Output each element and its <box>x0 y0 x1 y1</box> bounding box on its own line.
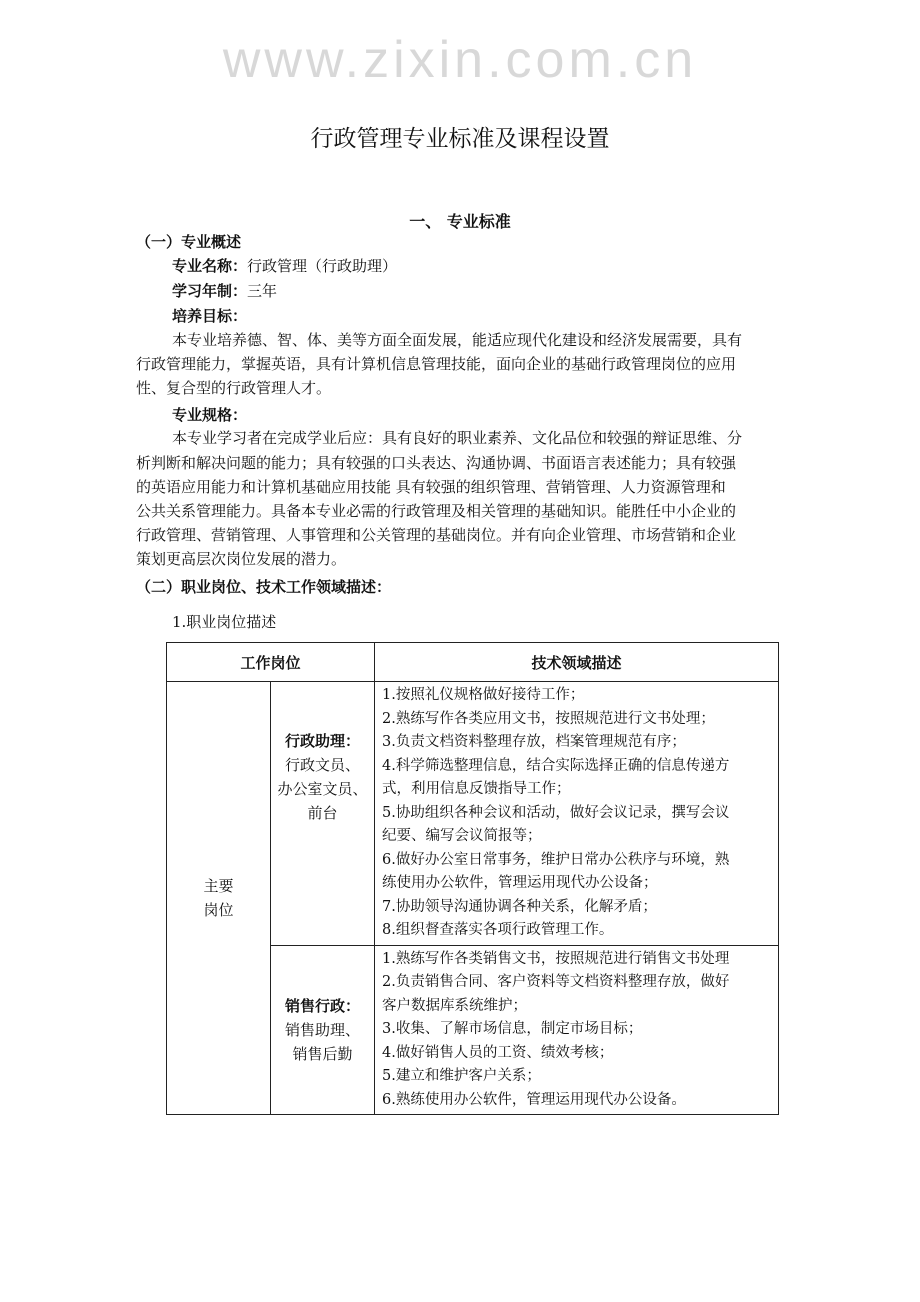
desc-line: 6.做好办公室日常事务，维护日常办公秩序与环境，熟 <box>382 851 730 868</box>
desc-line: 4.科学筛选整理信息，结合实际选择正确的信息传递方 <box>382 757 730 774</box>
header-description: 技术领域描述 <box>375 643 779 682</box>
field-value: 三年 <box>247 282 278 300</box>
description-cell <box>375 682 779 946</box>
desc-line: 2.熟练写作各类应用文书，按照规范进行文书处理； <box>382 710 715 727</box>
desc-line: 3.负责文档资料整理存放，档案管理规范有序； <box>382 734 686 750</box>
goal-label: 培养目标： <box>172 307 248 325</box>
spec-text-line: 本专业学习者在完成学业后应：具有良好的职业素养、文化品位和较强的辩证思维、分 <box>172 429 743 447</box>
spec-text-line: 公共关系管理能力。具备本专业必需的行政管理及相关管理的基础知识。能胜任中小企业的 <box>136 502 737 520</box>
spec-text-line: 行政管理、营销管理、人事管理和公关管理的基础岗位。并有向企业管理、市场营销和企业 <box>136 526 737 544</box>
group-label-line: 岗位 <box>203 901 234 919</box>
positions-table <box>166 642 779 1115</box>
desc-line: 练使用办公软件，管理运用现代办公设备； <box>382 875 658 891</box>
role-line: 销售后勤 <box>292 1044 353 1063</box>
role-title: 销售行政： <box>284 996 360 1015</box>
description-cell <box>375 945 779 1115</box>
spec-text-line: 的英语应用能力和计算机基础应用技能 具有较强的组织管理、营销管理、人力资源管理和 <box>136 478 726 496</box>
field-label: 学习年制： <box>172 282 248 300</box>
goal-text-line: 本专业培养德、智、体、美等方面全面发展，能适应现代化建设和经济发展需要，具有 <box>172 331 743 349</box>
field-study-years <box>172 279 277 303</box>
goal-text-line: 行政管理能力，掌握英语，具有计算机信息管理技能，面向企业的基础行政管理岗位的应用 <box>136 355 737 373</box>
desc-line: 4.做好销售人员的工资、绩效考核； <box>382 1044 614 1061</box>
role-cell <box>271 945 375 1115</box>
subsection-positions: （二）职业岗位、技术工作领域描述： <box>136 578 392 596</box>
desc-line: 5.协助组织各种会议和活动，做好会议记录，撰写会议 <box>382 804 730 821</box>
desc-line: 8.组织督查落实各项行政管理工作。 <box>382 922 614 938</box>
header-position: 工作岗位 <box>167 643 375 682</box>
table-row <box>167 682 779 946</box>
document-title: 行政管理专业标准及课程设置 <box>310 126 610 152</box>
table-header-row <box>167 643 779 682</box>
watermark: www.zixin.com.cn <box>222 31 698 89</box>
field-major-name <box>172 254 397 278</box>
desc-line: 纪要、编写会议简报等； <box>382 828 542 844</box>
desc-line: 1.按照礼仪规格做好接待工作； <box>382 687 585 703</box>
subsection-overview: （一）专业概述 <box>136 233 242 251</box>
role-cell <box>271 682 375 946</box>
spec-label: 专业规格： <box>172 406 248 424</box>
role-title: 行政助理： <box>284 732 360 751</box>
desc-line: 3.收集、了解市场信息，制定市场目标； <box>382 1021 643 1037</box>
field-label: 专业名称： <box>172 257 248 275</box>
role-line: 前台 <box>307 804 338 823</box>
goal-text-line: 性、复合型的行政管理人才。 <box>136 379 332 397</box>
desc-line: 式，利用信息反馈指导工作； <box>382 781 571 797</box>
group-label-cell <box>167 682 271 1115</box>
spec-text-line: 策划更高层次岗位发展的潜力。 <box>136 550 347 568</box>
desc-line: 客户数据库系统维护； <box>382 997 527 1014</box>
desc-line: 1.熟练写作各类销售文书，按照规范进行销售文书处理 <box>382 950 730 967</box>
role-line: 销售助理、 <box>284 1020 360 1039</box>
desc-line: 2.负责销售合同、客户资料等文档资料整理存放，做好 <box>382 974 730 990</box>
spec-text-line: 析判断和解决问题的能力；具有较强的口头表达、沟通协调、书面语言表述能力；具有较强 <box>136 454 737 472</box>
group-label-line: 主要 <box>203 877 234 895</box>
desc-line: 5.建立和维护客户关系； <box>382 1068 541 1084</box>
role-line: 办公室文员、 <box>277 780 368 799</box>
role-line: 行政文员、 <box>284 756 360 775</box>
section-heading: 一、 专业标准 <box>409 212 511 231</box>
desc-line: 6.熟练使用办公软件，管理运用现代办公设备。 <box>382 1091 686 1108</box>
desc-line: 7.协助领导沟通协调各种关系，化解矛盾； <box>382 898 657 915</box>
subsection-position-desc: 1.职业岗位描述 <box>172 613 277 631</box>
field-value: 行政管理（行政助理） <box>247 257 398 275</box>
